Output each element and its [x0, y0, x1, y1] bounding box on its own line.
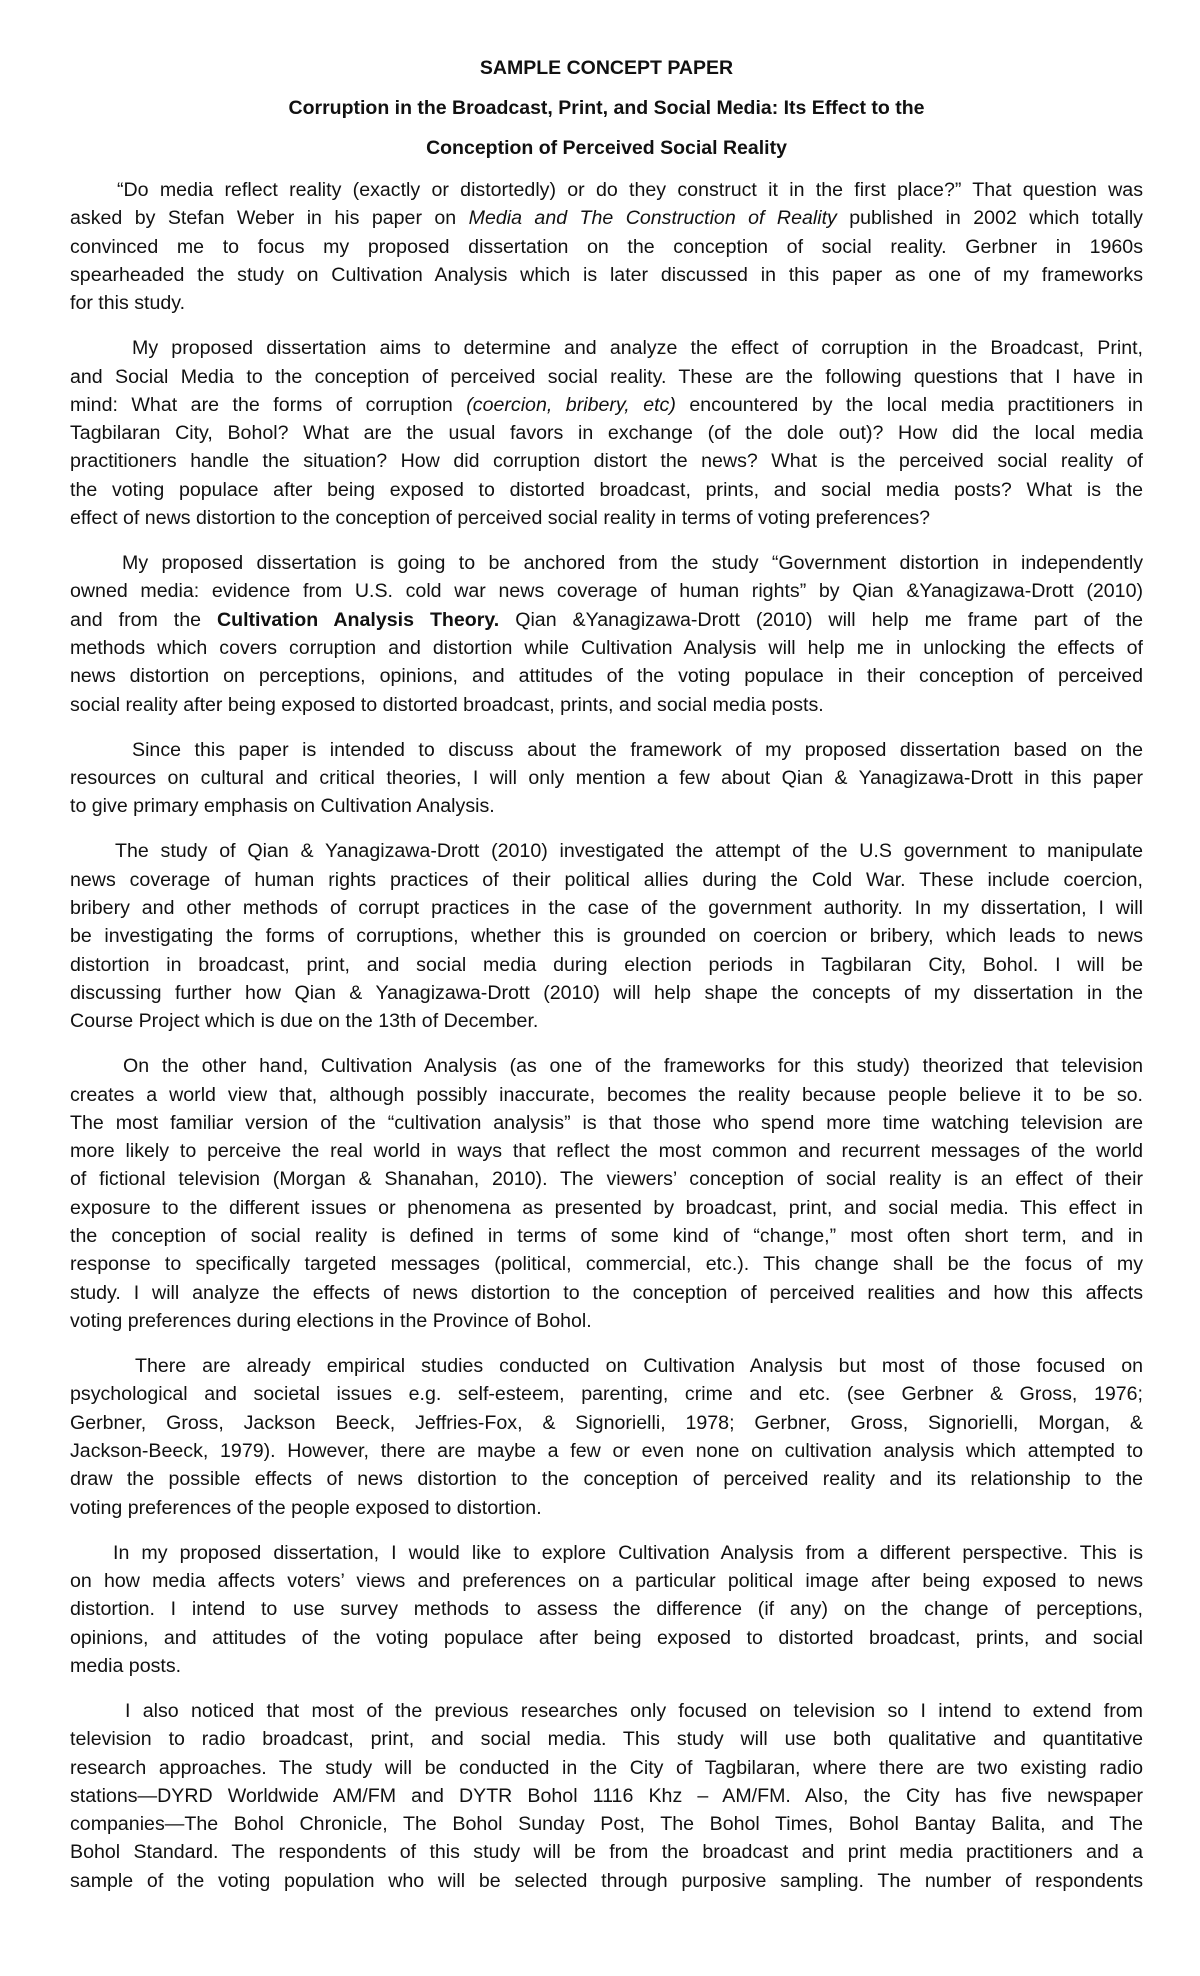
paragraph-line: [70, 1725, 1143, 1753]
paragraph-line: [70, 577, 1143, 605]
text: be investigating the forms of corruptions, whether this is grounded on coercion or bribery, which leads to news: [70, 925, 1143, 948]
paragraph-line: [70, 1279, 1143, 1307]
paragraph-line: [70, 1437, 1143, 1465]
text: of fictional television (Morgan & Shanahan, 2010). The viewers’ conception of social reality is an effect of their: [70, 1168, 1143, 1191]
paragraph-line: [70, 1810, 1143, 1838]
text: response to specifically targeted messages (political, commercial, etc.). This change shall be the focus of my: [70, 1253, 1143, 1276]
paragraph-line: [70, 391, 1143, 419]
paragraph: [70, 334, 1143, 532]
paragraph-line: [70, 1624, 1143, 1652]
document-title: SAMPLE CONCEPT PAPER: [479, 57, 734, 79]
paragraph-line: [70, 1052, 1143, 1080]
text: owned media: evidence from U.S. cold war news coverage of human rights” by Qian &Yanagizawa-Drott (2010): [70, 580, 1143, 603]
text: the voting populace after being exposed to distorted broadcast, prints, and social media posts? What is the: [70, 478, 1143, 501]
text: opinions, and attitudes of the voting populace after being exposed to distorted broadcast, prints, and social: [70, 1626, 1143, 1649]
paragraph-line: [70, 1652, 1143, 1680]
text: encountered by the local media practitioners in: [675, 393, 1143, 416]
paragraph-line: [70, 606, 1143, 634]
paragraph-line: [70, 1081, 1143, 1109]
document-page: [70, 48, 1143, 1912]
text: practitioners handle the situation? How did corruption distort the news? What is the perceived social reality of: [70, 450, 1143, 473]
paragraph-line: [70, 1782, 1143, 1810]
text: companies—The Bohol Chronicle, The Bohol Sunday Post, The Bohol Times, Bohol Bantay Balita, and The: [70, 1813, 1143, 1836]
paragraph: [70, 736, 1143, 821]
text: voting preferences during elections in the Province of Bohol.: [70, 1309, 592, 1332]
paragraph-line: [70, 1165, 1143, 1193]
paragraph: [70, 1539, 1143, 1680]
paragraph-line: [70, 792, 1143, 820]
text: exposure to the different issues or phenomena as presented by broadcast, print, and social media. This effect in: [70, 1196, 1143, 1219]
text: research approaches. The study will be conducted in the City of Tagbilaran, where there are two existing radio: [70, 1756, 1143, 1779]
text: The most familiar version of the “cultivation analysis” is that those who spend more time watching television are: [70, 1111, 1143, 1134]
text: distortion. I intend to use survey methods to assess the difference (if any) on the change of perceptions,: [70, 1598, 1143, 1621]
italic-text: Media and The Construction of Reality: [468, 207, 837, 230]
text: In my proposed dissertation, I would like to explore Cultivation Analysis from a different perspective. This is: [113, 1541, 1143, 1564]
document-body: [70, 176, 1143, 1895]
paragraph-line: [70, 764, 1143, 792]
paragraph-line: [70, 1194, 1143, 1222]
paragraph-line: [70, 837, 1143, 865]
paragraph-line: [70, 1307, 1143, 1335]
text: news coverage of human rights practices of their political allies during the Cold War. These include coercion,: [70, 868, 1143, 891]
text: effect of news distortion to the conception of perceived social reality in terms of voting preferences?: [70, 507, 931, 530]
paragraph-line: [70, 233, 1143, 261]
document-subtitle-line-2: Conception of Perceived Social Reality: [426, 137, 787, 159]
paragraph-line: [70, 504, 1143, 532]
paragraph-line: [70, 1352, 1143, 1380]
text: I also noticed that most of the previous researches only focused on television so I intend to extend from: [125, 1699, 1143, 1722]
paragraph-line: [70, 1697, 1143, 1725]
text: My proposed dissertation aims to determine and analyze the effect of corruption in the Broadcast, Print,: [132, 337, 1143, 360]
paragraph-line: [70, 1494, 1143, 1522]
paragraph: [70, 837, 1143, 1035]
text: spearheaded the study on Cultivation Analysis which is later discussed in this paper as one of my frameworks: [70, 263, 1143, 286]
paragraph-line: [70, 363, 1143, 391]
text: discussing further how Qian & Yanagizawa-Drott (2010) will help shape the concepts of my dissertation in the: [70, 981, 1143, 1004]
paragraph-line: [70, 1222, 1143, 1250]
text: “Do media reflect reality (exactly or distortedly) or do they construct it in the first place?” That question was: [117, 179, 1143, 201]
paragraph-line: [70, 951, 1143, 979]
bold-text: Cultivation Analysis Theory.: [216, 608, 500, 631]
paragraph-line: [70, 1539, 1143, 1567]
paragraph-line: [70, 334, 1143, 362]
text: the conception of social reality is defined in terms of some kind of “change,” most often short term, and in: [70, 1225, 1143, 1248]
text: Bohol Standard. The respondents of this study will be from the broadcast and print media practitioners and a: [70, 1841, 1143, 1864]
paragraph-line: [70, 1137, 1143, 1165]
paragraph-line: [70, 261, 1143, 289]
text: Tagbilaran City, Bohol? What are the usual favors in exchange (of the dole out)? How did the local media: [70, 422, 1143, 445]
paragraph-line: [70, 634, 1143, 662]
italic-text: (coercion, bribery, etc): [466, 393, 676, 416]
text: distortion in broadcast, print, and social media during election periods in Tagbilaran City, Bohol. I will be: [70, 953, 1143, 976]
paragraph-line: [70, 419, 1143, 447]
text: to give primary emphasis on Cultivation Analysis.: [70, 795, 495, 818]
text: resources on cultural and critical theories, I will only mention a few about Qian & Yanagizawa-Drott in this paper: [70, 767, 1143, 790]
paragraph: [70, 1352, 1143, 1522]
paragraph-line: [70, 1250, 1143, 1278]
text: bribery and other methods of corrupt practices in the case of the government authority. In my dissertation, I will: [70, 897, 1143, 920]
paragraph-line: [70, 447, 1143, 475]
paragraph-line: [70, 1465, 1143, 1493]
paragraph-line: [70, 1595, 1143, 1623]
text: Since this paper is intended to discuss about the framework of my proposed dissertation based on the: [132, 738, 1143, 761]
paragraph-line: [70, 1754, 1143, 1782]
text: convinced me to focus my proposed dissertation on the conception of social reality. Gerbner in 1960s: [70, 235, 1143, 258]
text: draw the possible effects of news distortion to the conception of perceived reality and its relationship to the: [70, 1468, 1143, 1491]
text: television to radio broadcast, print, and social media. This study will use both qualitative and quantitative: [70, 1728, 1143, 1751]
text: My proposed dissertation is going to be anchored from the study “Government distortion in independently: [122, 552, 1143, 575]
paragraph-line: [70, 691, 1143, 719]
text: and Social Media to the conception of perceived social reality. These are the following questions that I have in: [70, 365, 1143, 388]
text: published in 2002 which totally: [836, 207, 1143, 230]
paragraph-line: [70, 176, 1143, 204]
paragraph: [70, 1052, 1143, 1335]
paragraph-line: [70, 549, 1143, 577]
text: Jackson-Beeck, 1979). However, there are maybe a few or even none on cultivation analysis which attempted to: [70, 1439, 1143, 1462]
text: media posts.: [70, 1654, 182, 1677]
paragraph-line: [70, 1007, 1143, 1035]
text: Course Project which is due on the 13th of December.: [70, 1010, 539, 1033]
text: stations—DYRD Worldwide AM/FM and DYTR Bohol 1116 Khz – AM/FM. Also, the City has five newspaper: [70, 1784, 1143, 1807]
text: creates a world view that, although possibly inaccurate, becomes the reality because people believe it to be so.: [70, 1083, 1143, 1106]
text: sample of the voting population who will be selected through purposive sampling. The number of respondents: [70, 1869, 1143, 1892]
paragraph-line: [70, 1109, 1143, 1137]
text: and from the: [70, 608, 217, 631]
paragraph-line: [70, 894, 1143, 922]
paragraph-line: [70, 1409, 1143, 1437]
document-subtitle-line-1: Corruption in the Broadcast, Print, and Social Media: Its Effect to the: [288, 97, 925, 119]
title-block: [70, 48, 1143, 168]
text: study. I will analyze the effects of news distortion to the conception of perceived realities and how this affects: [70, 1281, 1143, 1304]
text: more likely to perceive the real world in ways that reflect the most common and recurrent messages of the world: [70, 1140, 1143, 1163]
paragraph-line: [70, 204, 1143, 232]
paragraph-line: [70, 979, 1143, 1007]
paragraph-line: [70, 1838, 1143, 1866]
paragraph: [70, 1697, 1143, 1895]
text: psychological and societal issues e.g. self-esteem, parenting, crime and etc. (see Gerbner & Gross, 1976;: [70, 1383, 1143, 1406]
paragraph-line: [70, 922, 1143, 950]
paragraph-line: [70, 476, 1143, 504]
text: Qian &Yanagizawa-Drott (2010) will help me frame part of the: [499, 608, 1143, 631]
text: mind: What are the forms of corruption: [70, 393, 467, 416]
text: The study of Qian & Yanagizawa-Drott (2010) investigated the attempt of the U.S government to manipulate: [115, 840, 1143, 863]
paragraph-line: [70, 1867, 1143, 1895]
text: social reality after being exposed to distorted broadcast, prints, and social media posts.: [70, 693, 824, 716]
paragraph-line: [70, 736, 1143, 764]
text: methods which covers corruption and distortion while Cultivation Analysis will help me in unlocking the effects of: [70, 637, 1143, 660]
paragraph-line: [70, 289, 1143, 317]
paragraph: [70, 549, 1143, 719]
text: On the other hand, Cultivation Analysis (as one of the frameworks for this study) theorized that television: [123, 1055, 1143, 1078]
text: on how media affects voters’ views and preferences on a particular political image after being exposed to news: [70, 1569, 1143, 1592]
text: There are already empirical studies conducted on Cultivation Analysis but most of those focused on: [135, 1355, 1143, 1378]
text: Gerbner, Gross, Jackson Beeck, Jeffries-Fox, & Signorielli, 1978; Gerbner, Gross, Signorielli, Morgan, &: [70, 1411, 1143, 1434]
paragraph-line: [70, 866, 1143, 894]
text: for this study.: [70, 292, 186, 315]
paragraph-line: [70, 1567, 1143, 1595]
text: voting preferences of the people exposed to distortion.: [70, 1496, 542, 1519]
paragraph: [70, 176, 1143, 317]
text: asked by Stefan Weber in his paper on: [70, 207, 469, 230]
paragraph-line: [70, 662, 1143, 690]
text: news distortion on perceptions, opinions, and attitudes of the voting populace in their conception of perceived: [70, 665, 1143, 688]
paragraph-line: [70, 1380, 1143, 1408]
